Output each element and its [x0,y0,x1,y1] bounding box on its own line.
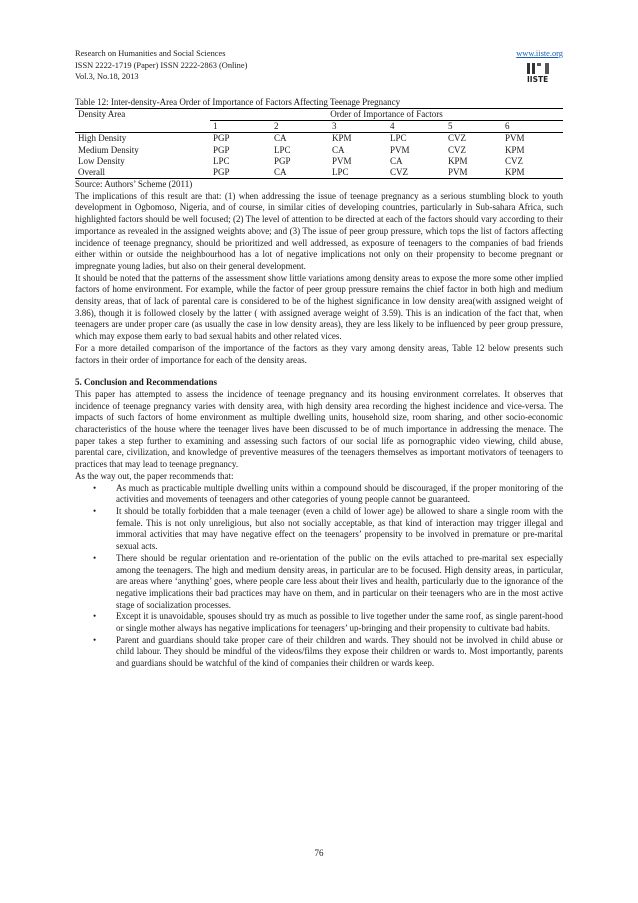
paragraph: The implications of this result are that: (1) when addressing the issue of teenage pregnancy as a serious stumbling block to youth development in Ogbomoso, Nigeria, and of course, in similar cities of developing countries, particularly in Sub-sahara Africa, such highlighted factors should be well focused; (2) The level of attention to be directed at each of the factors should vary according to their importance as revealed in the assigned weights above; and (3) The issue of peer group pressure, which tops the list of factors affecting incidence of teenage pregnancy, should be prioritized and well addressed, as exposure of teenagers to the companies of bad friends either within or outside the neighbourhood has a lot of negative implications not only on their propensity to become pregnant or impregnate young ladies, but also on their general development. [75,190,563,271]
svg-text:IISTE: IISTE [527,75,549,84]
table-cell: CA [271,167,329,179]
list-item: • It should be totally forbidden that a male teenager (even a child of lower age) be allowed to share a single room with the female. This is not only unreligious, but also not socially acceptable, as that kind of interaction may trigger illegal and immoral activities that may have negative effect on the teenagers’ propensity to be involved in premature or pre-marital sexual acts. [93,506,563,552]
table-cell: KPM [505,144,525,155]
table-row [75,167,563,179]
importance-table [75,108,563,179]
density-area-header: Density Area [75,109,210,121]
table-row [75,156,563,167]
bullet-icon: • [93,482,97,493]
table-cell: CA [390,155,403,166]
order-col: 3 [329,121,387,133]
list-item: • As much as practicable multiple dwelling units within a compound should be discouraged, if the proper monitoring of the activities and movements of teenagers and other categories of young people cannot be guaranteed. [93,482,563,505]
bullet-icon: • [93,611,97,622]
area-cell: Overall [75,167,210,179]
table-header-row [75,109,563,121]
table-cell: PGP [274,155,291,166]
table-row [75,133,563,145]
volume-line: Vol.3, No.18, 2013 [75,72,139,81]
running-header [75,48,563,83]
issn-line: ISSN 2222-1719 (Paper) ISSN 2222-2863 (Online) [75,60,248,70]
table-cell: CA [332,144,345,155]
table-cell: KPM [448,155,468,166]
order-numbers-row [75,121,563,133]
order-col: 5 [445,121,502,133]
table-cell: KPM [332,133,352,144]
table-cell: PGP [213,144,230,155]
table-cell: CVZ [448,133,466,144]
paragraph: It should be noted that the patterns of the assessment show little variations among density areas to expose the more some other implied factors of home environment. For example, while the factor of peer group pressure remains the chief factor in both high and medium density areas, that of lack of parental care is considered to be of the highest significance in low density area(with assigned weight of 3.86), though it is followed closely by the latter ( with assigned average weight of 3.59). This is an indication of the fact that, when teenagers are under proper care (as usually the case in low density areas), they are less likely to be influenced by peer group pressure, which may expose them early to bad sexual habits and other related vices. [75,272,563,342]
recommendation-list [75,483,563,670]
list-item: • Parent and guardians should take proper care of their children and wards. They should not be involved in child abuse or child labour. They should be mindful of the videos/films they expose their children or wards to. Most importantly, parents and guardians should be watchful of the kind of companies their children or wards keep. [93,634,563,669]
table-source: Source: Authors’ Scheme (2011) [75,179,193,190]
area-cell: High Density [78,133,127,144]
table-cell: CA [274,133,287,144]
paragraph: As the way out, the paper recommends that: [75,470,234,481]
page-number: 76 [314,848,324,858]
bullet-icon: • [93,506,97,516]
table-cell: LPC [329,167,387,179]
table-cell: PGP [213,133,230,144]
journal-name: Research on Humanities and Social Sciences [75,49,226,58]
table-cell: LPC [213,155,230,166]
order-col: 2 [271,121,329,133]
order-col: 4 [387,121,445,133]
section-heading: 5. Conclusion and Recommendations [75,377,218,388]
table-caption: Table 12: Inter-density-Area Order of Importance of Factors Affecting Teenage Pregnancy [75,96,401,107]
area-cell: Medium Density [78,144,139,155]
list-item: • Except it is unavoidable, spouses should try as much as possible to live together under the same roof, as single parent-hood or single mother always has negative implications for teenagers’ up-bringing and their propensity to cultivate bad habits. [93,611,563,634]
order-col: 1 [210,121,271,133]
bullet-icon: • [93,552,97,563]
order-header: Order of Importance of Factors [210,109,563,121]
page-body [75,48,563,670]
iiste-logo [526,62,560,84]
table-cell: KPM [502,167,563,179]
table-cell: PGP [210,167,271,179]
bullet-icon: • [93,634,97,645]
order-col: 6 [502,121,563,133]
table-cell: PVM [332,155,352,166]
area-cell: Low Density [78,155,125,166]
table-cell: CVZ [387,167,445,179]
table-cell: LPC [274,144,291,155]
table-cell: PVM [390,144,410,155]
table-cell: CVZ [505,155,523,166]
journal-url-link[interactable]: www.iiste.org [516,49,563,58]
table-cell: LPC [390,133,407,144]
table-row [75,145,563,156]
paragraph: This paper has attempted to assess the incidence of teenage pregnancy and its housing environment correlates. It observes that incidence of teenage pregnancy varies with density area, with high density area recording the highest incidence and vice-versa. The impacts of such factors of home environment as multiple dwelling units, household size, room sharing, and other socio-economic characteristics of the house where the teenager lives have been discussed to be of much importance in addressing the menace. The paper takes a step further to examining and assessing such factors of our social life as pornographic video viewing, child abuse, parental care, civilization, and knowledge of preventive measures of the teenagers themselves as important motivators of teenagers to practices that may lead to teenage pregnancy. [75,388,563,470]
list-item: • There should be regular orientation and re-orientation of the public on the evils attached to pre-marital sex especially among the teenagers. The high and medium density areas, in particular are to be focused. High density areas, in particular, are areas where ‘anything’ goes, where people care less about their lives and health, particularly due to the ignorance of the negative implications their bad practices may have on them, and in particular on their teenagers who are in the most active stage of socialization processes. [93,552,563,610]
paragraph: For a more detailed comparison of the importance of the factors as they vary among density areas, Table 12 below presents such factors in their order of importance for each of the density areas. [75,342,563,365]
table-cell: PVM [445,167,502,179]
table-cell: CVZ [448,144,466,155]
table-cell: PVM [505,133,525,144]
